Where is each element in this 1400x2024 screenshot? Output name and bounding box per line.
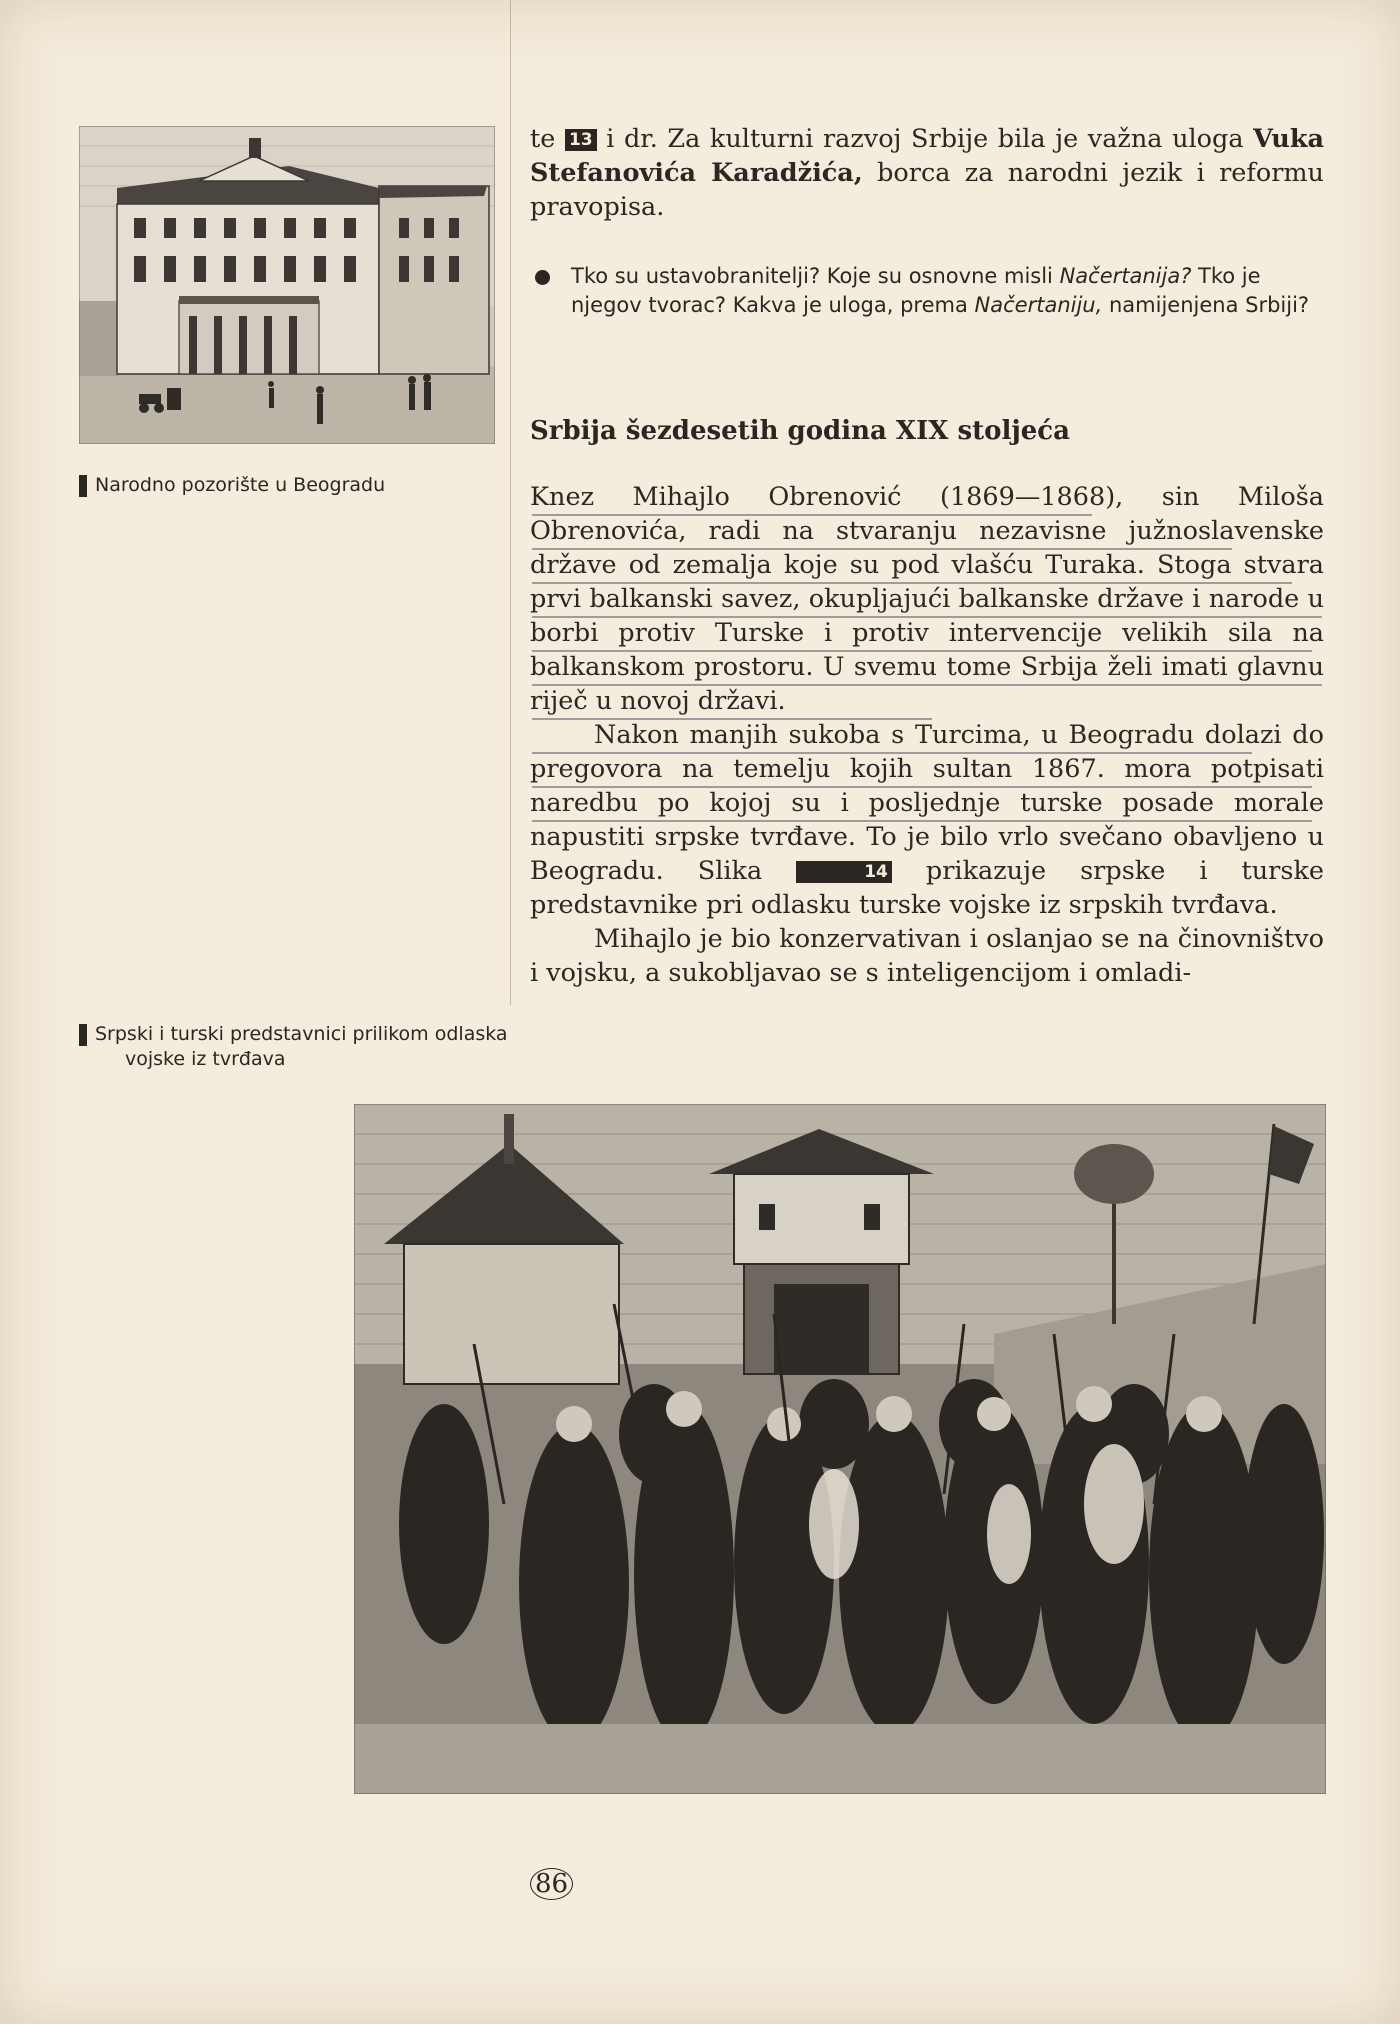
question-fragment: Tko su ustavobranitelji? Koje su osnovne misli [571, 264, 1053, 288]
text-fragment: te [530, 124, 556, 154]
text-fragment: i dr. Za kulturni razvoj Srbije bila je važna uloga [606, 124, 1244, 154]
figure-14-caption-text: Srpski i turski predstavnici prilikom odlaska vojske iz tvrđava [95, 1023, 508, 1070]
figure-14-caption [37, 1022, 525, 1072]
review-question [535, 262, 1325, 320]
question-italic: Načertaniju, [974, 293, 1103, 317]
figure-ref-13: 13 [565, 129, 597, 151]
pencil-underline [532, 786, 1312, 788]
bullet-icon [535, 270, 550, 285]
pencil-underline [532, 616, 1322, 618]
pencil-underline [532, 514, 1092, 516]
figure-14-number: 14 [79, 1024, 87, 1046]
section-heading: Srbija šezdesetih godina XIX stoljeća [530, 416, 1070, 446]
figure-13-number: 13 [79, 475, 87, 497]
text-fragment: borca za narodni jezik i reformu pravopisa. [530, 158, 1324, 222]
pencil-underline [532, 582, 1292, 584]
column-divider [510, 0, 511, 1005]
text-fragment: prikazuje srpske i turske predstavnike pri odlasku turske vojske iz srpskih tvrđava. [530, 856, 1324, 920]
pencil-underline [532, 684, 1322, 686]
figure-13-caption [37, 473, 485, 498]
pencil-underline [532, 752, 1252, 754]
question-fragment: Tko je njegov tvorac? Kakva je uloga, prema [571, 264, 1261, 317]
page-number: 86 [530, 1868, 573, 1900]
bold-name: Vuka Stefanovića Karadžića, [530, 124, 1325, 188]
pencil-underline [532, 718, 932, 720]
pencil-underline [532, 548, 1232, 550]
figure-13-theatre-engraving [79, 126, 495, 444]
figure-14-departure-engraving [354, 1104, 1326, 1794]
paragraph-mihajlo: Knez Mihajlo Obrenović (1869—1868), sin Miloša Obrenovića, radi na stvaranju nezavisne južnoslavenske države od zemalja koje su pod vlašću Turaka. Stoga stvara prvi balkanski savez, okupljajući balkanske države i narode u borbi protiv Turske i protiv intervencije velikih sila na balkanskom prostoru. U svemu tome Srbija želi imati glavnu riječ u novoj državi. [530, 482, 1324, 716]
figure-ref-14: 14 [796, 861, 892, 883]
paragraph-intro [530, 122, 1324, 224]
pencil-underline [532, 820, 1312, 822]
pencil-underline [532, 650, 1312, 652]
question-fragment: namijenjena Srbiji? [1108, 293, 1310, 317]
paragraph-body [530, 480, 1324, 990]
figure-13-caption-text: Narodno pozorište u Beogradu [95, 474, 386, 496]
text-fragment: Nakon manjih sukoba s Turcima, u Beogradu dolazi do pregovora na temelju kojih sultan 1867. mora potpisati naredbu po kojoj su i posljednje turske posade morale napustiti srpske tvrđave. To je bilo vrlo svečano obavljeno u Beogradu. Slika [530, 720, 1324, 886]
question-italic: Načertanija? [1059, 264, 1192, 288]
paragraph-conservative: Mihajlo je bio konzervativan i oslanjao se na činovništvo i vojsku, a sukobljavao se s inteligencijom i omladi- [530, 924, 1324, 988]
